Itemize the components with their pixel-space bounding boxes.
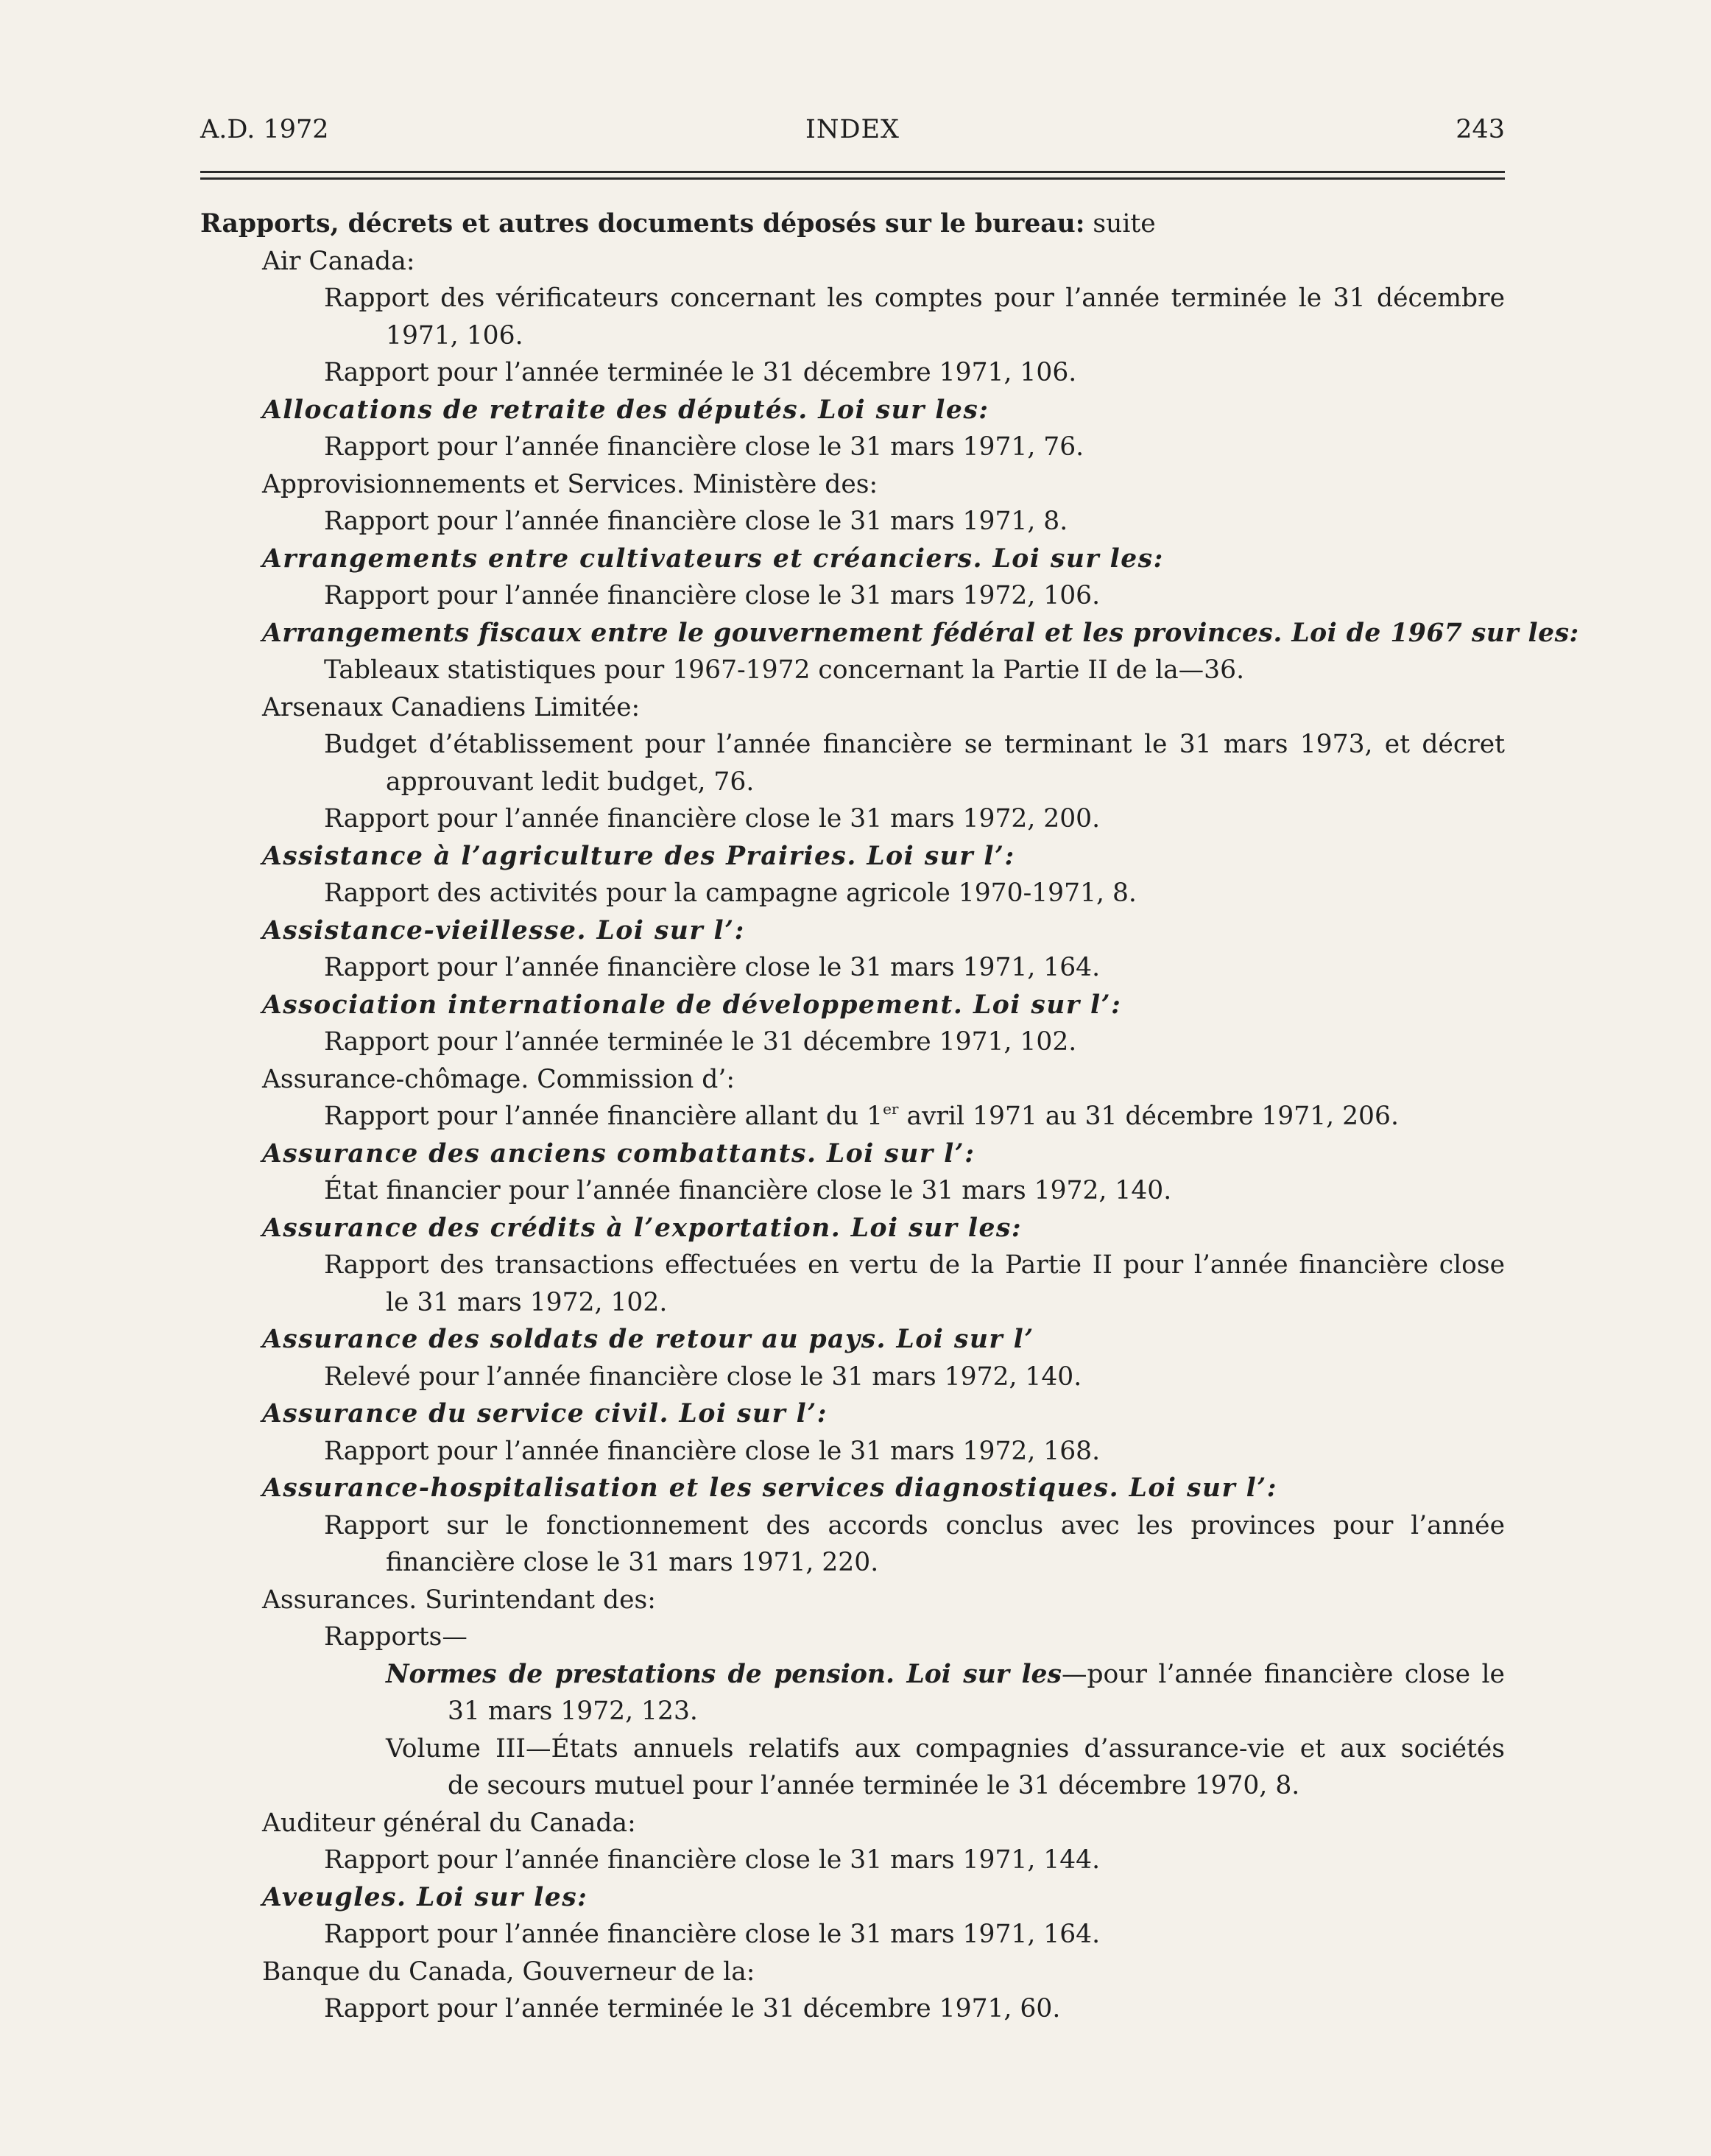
entry-line — [200, 1098, 1505, 1135]
entry-title-act: Aveugles. Loi sur les: — [262, 1882, 588, 1912]
index-content — [200, 205, 1579, 2028]
header-rule-top — [200, 171, 1505, 173]
entry-title: Banque du Canada, Gouverneur de la: — [262, 1956, 755, 1987]
section-title: INDEX — [805, 115, 900, 144]
entry-continuation: 31 mars 1972, 123. — [448, 1697, 698, 1726]
entry-line: Rapport pour l’année financière close le 31 mars 1972, 200. — [324, 804, 1101, 834]
entry-line: Rapport pour l’année terminée le 31 décembre 1971, 102. — [324, 1027, 1077, 1057]
entry-continuation: approuvant ledit budget, 76. — [386, 767, 755, 797]
entry-text: Rapport pour l’année financière allant du 1 — [324, 1102, 883, 1131]
entry-line: Rapport pour l’année terminée le 31 décembre 1971, 106. — [324, 358, 1077, 387]
entry-line: Rapport pour l’année financière close le 31 mars 1971, 164. — [324, 953, 1101, 982]
entry-line: Rapport pour l’année financière close le 31 mars 1971, 8. — [324, 507, 1068, 536]
entry-title-act: Assurance-hospitalisation et les services diagnostiques. Loi sur l’: — [262, 1473, 1278, 1503]
act-name: Normes de prestations de pension. Loi sur les — [386, 1659, 1062, 1689]
entry-title-act: Assistance-vieillesse. Loi sur l’: — [262, 915, 745, 945]
entry-line: Rapport pour l’année terminée le 31 décembre 1971, 60. — [324, 1994, 1061, 2023]
entry-line: Rapport pour l’année financière close le 31 mars 1971, 76. — [324, 432, 1084, 462]
entry-line: Budget d’établissement pour l’année financière se terminant le 31 mars 1973, et décret — [324, 730, 1505, 759]
heading-text: Rapports, décrets et autres documents déposés sur le bureau — [200, 209, 1076, 239]
entry-line: Rapport pour l’année financière close le 31 mars 1971, 164. — [324, 1920, 1101, 1949]
entry-continuation: 1971, 106. — [386, 320, 523, 350]
entry-line — [200, 1656, 1505, 1694]
running-head — [200, 115, 1505, 152]
entry-title-act: Arrangements entre cultivateurs et créanciers. Loi sur les: — [262, 543, 1164, 574]
entry-title-act: Assistance à l’agriculture des Prairies. Loi sur l’: — [262, 841, 1015, 871]
entry-title-act: Arrangements fiscaux entre le gouvernement fédéral et les provinces. Loi de 1967 sur les: — [262, 618, 1579, 648]
entry-line: Rapport des transactions effectuées en vertu de la Partie II pour l’année financière close — [324, 1250, 1505, 1280]
header-rule-bottom — [200, 177, 1505, 180]
index-heading — [200, 205, 1505, 243]
entry-title: Arsenaux Canadiens Limitée: — [262, 692, 641, 722]
entry-line: État financier pour l’année financière close le 31 mars 1972, 140. — [324, 1176, 1172, 1205]
entry-title: Assurances. Surintendant des: — [262, 1585, 656, 1615]
year-label: A.D. 1972 — [200, 115, 329, 144]
entry-text: avril 1971 au 31 décembre 1971, 206. — [898, 1102, 1399, 1131]
entry-title-act: Assurance des soldats de retour au pays. Loi sur l’ — [262, 1325, 1034, 1354]
entry-text: —pour l’année financière close le — [1061, 1659, 1505, 1689]
entry-title-act: Assurance des anciens combattants. Loi sur l’: — [262, 1138, 976, 1169]
entry-line: Rapport pour l’année financière close le 31 mars 1971, 144. — [324, 1845, 1101, 1875]
entry-line: Rapport des activités pour la campagne agricole 1970-1971, 8. — [324, 878, 1137, 908]
entry-title: Approvisionnements et Services. Ministère des: — [262, 469, 878, 499]
page-number: 243 — [1456, 115, 1505, 144]
entry-subheading: Rapports— — [324, 1622, 468, 1652]
entry-title-act: Allocations de retraite des députés. Loi sur les: — [262, 395, 989, 425]
entry-title-act: Assurance du service civil. Loi sur l’: — [262, 1399, 828, 1428]
entry-line: Tableaux statistiques pour 1967-1972 concernant la Partie II de la—36. — [324, 655, 1245, 685]
entry-title: Auditeur général du Canada: — [262, 1808, 636, 1838]
entry-title-act: Association internationale de développement. Loi sur l’: — [262, 990, 1122, 1020]
entry-line: Rapport des vérificateurs concernant les comptes pour l’année terminée le 31 décembre — [324, 283, 1505, 313]
entry-title-act: Assurance des crédits à l’exportation. Loi sur les: — [262, 1213, 1023, 1243]
entry-line: Rapport pour l’année financière close le 31 mars 1972, 106. — [324, 581, 1101, 610]
heading-suite: suite — [1084, 209, 1156, 239]
entry-line: Rapport pour l’année financière close le 31 mars 1972, 168. — [324, 1436, 1101, 1466]
entry-line: Relevé pour l’année financière close le 31 mars 1972, 140. — [324, 1361, 1082, 1392]
entry-line: Rapport sur le fonctionnement des accords conclus avec les provinces pour l’année — [324, 1510, 1505, 1540]
entry-continuation: de secours mutuel pour l’année terminée le 31 décembre 1970, 8. — [448, 1771, 1300, 1800]
entry-continuation: le 31 mars 1972, 102. — [386, 1287, 668, 1317]
entry-line: Volume III—États annuels relatifs aux compagnies d’assurance-vie et aux sociétés — [386, 1733, 1505, 1764]
heading-colon: : — [1075, 209, 1085, 239]
entry-continuation: financière close le 31 mars 1971, 220. — [386, 1548, 879, 1577]
entry-title: Air Canada: — [262, 246, 415, 276]
entry-title: Assurance-chômage. Commission d’: — [262, 1064, 735, 1094]
ordinal-superscript: er — [883, 1100, 899, 1118]
